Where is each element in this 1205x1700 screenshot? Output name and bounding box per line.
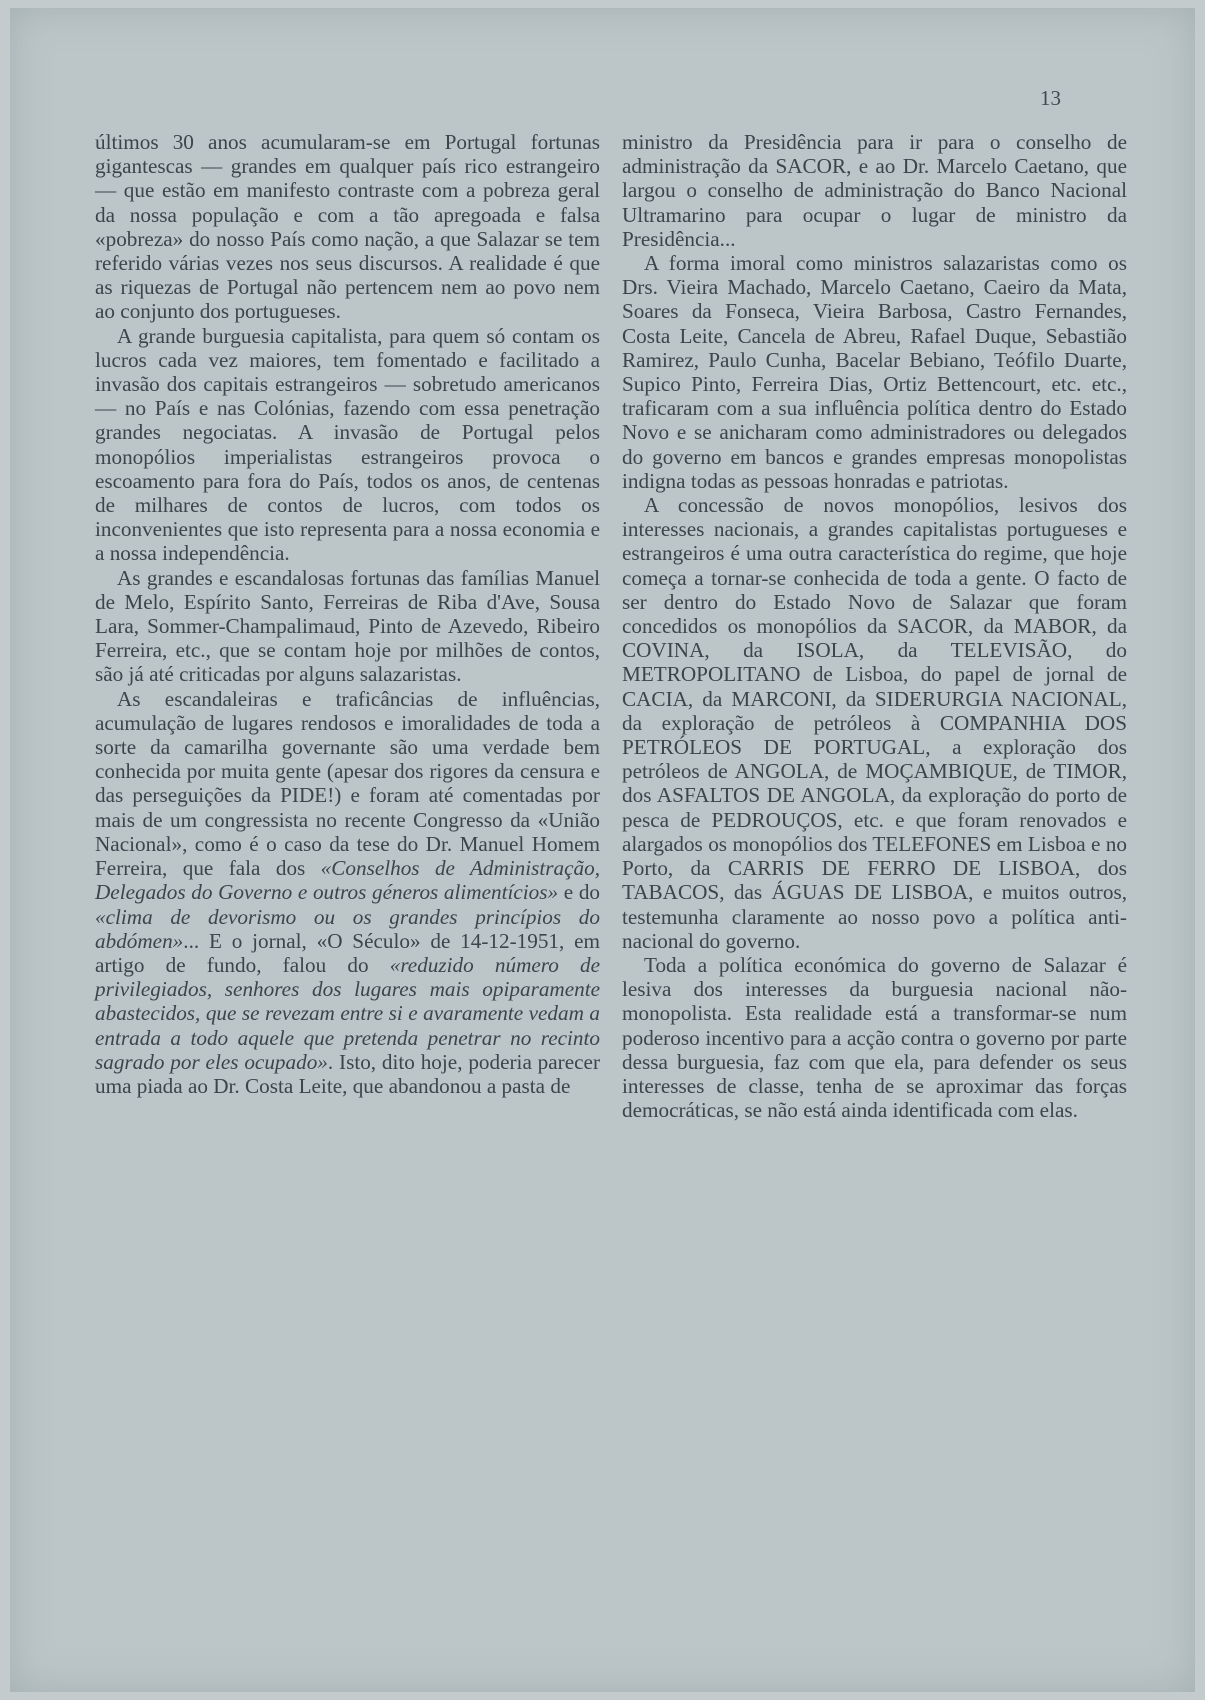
paragraph: ministro da Presidência para ir para o conselho de administração da SACOR, e ao Dr. Marcelo Caetano, que largou o conselho de administração do Banco Nacional Ultramarino para ocupar o lugar de ministro da Presidência... bbox=[622, 130, 1127, 251]
italic-quote: «reduzido número de privilegiados, senhores dos lugares mais opiparamente abastecidos, que se revezam entre si e avaramente vedam a entrada a todo aquele que pretenda penetrar no recinto sagrado por eles ocupado» bbox=[95, 952, 601, 1074]
paragraph: As grandes e escandalosas fortunas das famílias Manuel de Melo, Espírito Santo, Ferreiras de Riba d'Ave, Sousa Lara, Sommer-Champalimaud, Pinto de Azevedo, Ribeiro Ferreira, etc., que se contam hoje por milhões de contos, são já até criticadas por alguns salazaristas. bbox=[95, 565, 600, 687]
paragraph-text: As escandaleiras e traficâncias de influências, acumulação de lugares rendosos e imoralidades de toda a sorte da camarilha governante são uma verdade bem conhecida por muita gente (apesar dos rigores da censura e das perseguições da PIDE!) e foram até comentadas por mais de um congressista no recente Congresso da «União Nacional», como é o caso da tese do Dr. Manuel Homem Ferreira, que fala dos bbox=[95, 686, 600, 881]
italic-quote: «clima de devorismo ou os grandes princípios do abdómen» bbox=[95, 904, 600, 953]
paragraph: últimos 30 anos acumularam-se em Portugal fortunas gigantescas — grandes em qualquer país rico estrangeiro — que estão em manifesto contraste com a pobreza geral da nossa população e com a tão apregoada e falsa «pobreza» do nosso País como nação, a que Salazar se tem referido várias vezes nos seus discursos. A realidade é que as riquezas de Portugal não pertencem nem ao povo nem ao conjunto dos portugueses. bbox=[95, 130, 600, 324]
paragraph: A grande burguesia capitalista, para quem só contam os lucros cada vez maiores, tem fomentado e facilitado a invasão dos capitais estrangeiros — sobretudo americanos — no País e nas Colónias, fazendo com essa penetração grandes negociatas. A invasão de Portugal pelos monopólios imperialistas estrangeiros provoca o escoamento para fora do País, todos os anos, de centenas de milhares de contos de lucros, com todos os inconvenientes que isto representa para a nossa economia e a nossa independência. bbox=[95, 323, 600, 566]
left-text-column bbox=[95, 130, 600, 1098]
paragraph-text: . Isto, dito hoje, poderia parecer uma piada ao Dr. Costa Leite, que abandonou a pasta de bbox=[95, 1049, 600, 1098]
paragraph bbox=[95, 687, 600, 1098]
paragraph: Toda a política económica do governo de Salazar é lesiva dos interesses da burguesia nacional não-monopolista. Esta realidade está a transformar-se num poderoso incentivo para a acção contra o governo por parte dessa burguesia, faz com que ela, para defender os seus interesses de classe, tenha de se aproximar das forças democráticas, se não está ainda identificada com elas. bbox=[622, 952, 1127, 1123]
paragraph: A concessão de novos monopólios, lesivos dos interesses nacionais, a grandes capitalistas portugueses e estrangeiros é uma outra característica do regime, que hoje começa a tornar-se conhecida de toda a gente. O facto de ser dentro do Estado Novo de Salazar que foram concedidos os monopólios da SACOR, da MABOR, da COVINA, da ISOLA, da TELEVISÃO, do METROPOLITANO de Lisboa, do papel de jornal de CACIA, da MARCONI, da SIDERURGIA NACIONAL, da exploração de petróleos à COMPANHIA DOS PETRÓLEOS DE PORTUGAL, a exploração dos petróleos de ANGOLA, de MOÇAMBIQUE, de TIMOR, dos ASFALTOS DE ANGOLA, da exploração do porto de pesca de PEDROUÇOS, etc. e que foram renovados e alargados os monopólios dos TELEFONES em Lisboa e no Porto, da CARRIS DE FERRO DE LISBOA, dos TABACOS, das ÁGUAS DE LISBOA, e muitos outros, testemunha claramente ao nosso povo a política anti-nacional do governo. bbox=[622, 493, 1127, 953]
paragraph-text: ... E o jornal, «O Século» de 14-12-1951, em artigo de fundo, falou do bbox=[95, 928, 600, 977]
paragraph: A forma imoral como ministros salazaristas como os Drs. Vieira Machado, Marcelo Caetano, Caeiro da Mata, Soares da Fonseca, Vieira Barbosa, Castro Fernandes, Costa Leite, Cancela de Abreu, Rafael Duque, Sebastião Ramirez, Paulo Cunha, Bacelar Bebiano, Teófilo Duarte, Supico Pinto, Ferreira Dias, Ortiz Bettencourt, etc. etc., traficaram com a sua influência política dentro do Estado Novo e se anicharam como administradores ou delegados do governo em bancos e grandes empresas monopolistas indigna todas as pessoas honradas e patriotas. bbox=[622, 251, 1127, 493]
document-page bbox=[10, 8, 1195, 1692]
italic-quote: «Conselhos de Administração, Delegados do Governo e outros géneros alimentícios» bbox=[95, 856, 601, 905]
right-text-column bbox=[622, 130, 1127, 1122]
page-number: 13 bbox=[1040, 86, 1061, 110]
paragraph-text: e do bbox=[558, 880, 601, 905]
